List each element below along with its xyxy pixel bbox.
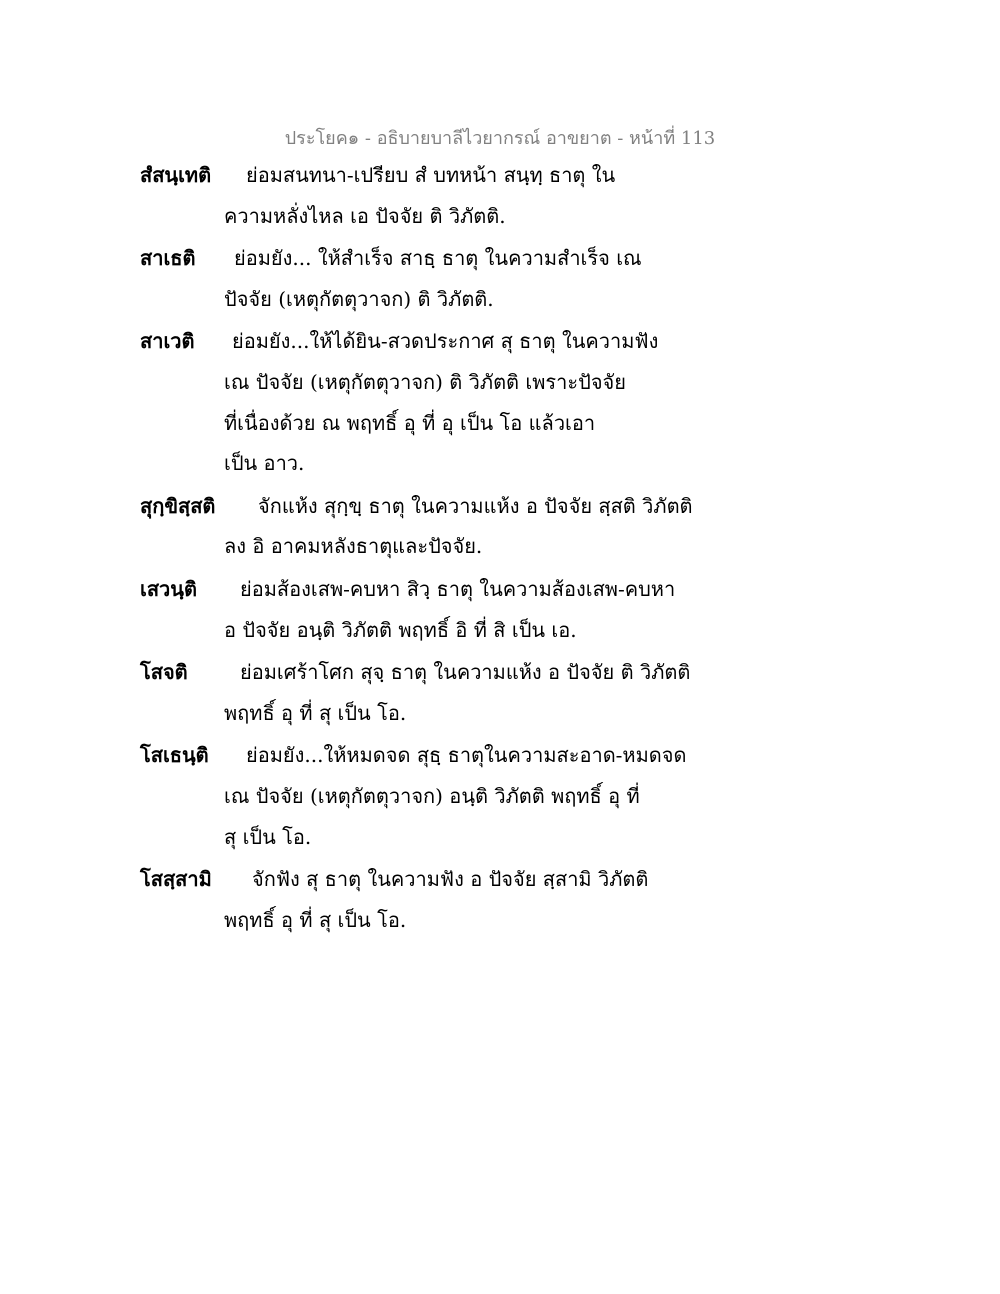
- entry-definition: ย่อมเศร้าโศก สุจฺ ธาตุ ในความแห้ง อ ปัจจัย ติ วิภัตติ: [240, 660, 691, 685]
- entry-continuation-line: อ ปัจจัย อนฺติ วิภัตติ พฤทธิ์ อิ ที่ สิ เป็น เอ.: [224, 617, 577, 642]
- entry: [140, 735, 700, 857]
- entry-headword: สาเธติ: [140, 246, 196, 271]
- entry-first-line: [140, 238, 700, 279]
- page-header: ประโยค๑ - อธิบายบาลีไวยากรณ์ อาขยาต - หน้าที่ 113: [284, 128, 716, 149]
- entry-headword: โสเธนฺติ: [140, 743, 209, 768]
- entry-continuation-line: เณ ปัจจัย (เหตุกัตตุวาจก) อนฺติ วิภัตติ พฤทธิ์ อุ ที่: [224, 783, 640, 808]
- entry-first-line: [140, 569, 700, 610]
- entry-first-line: [140, 321, 700, 362]
- entry-definition: ย่อมยัง... ให้สำเร็จ สาธฺ ธาตุ ในความสำเร็จ เณ: [234, 246, 642, 271]
- entry-continuation-line: ลง อิ อาคมหลังธาตุและปัจจัย.: [224, 534, 483, 559]
- entry-first-line: [140, 735, 700, 776]
- entry: [140, 321, 700, 483]
- entry-headword: สาเวติ: [140, 329, 195, 354]
- entry-continuation-line: พฤทธิ์ อุ ที่ สุ เป็น โอ.: [224, 907, 407, 932]
- entry-headword: สุกฺขิสฺสติ: [140, 493, 216, 518]
- entry-headword: เสวนฺติ: [140, 576, 197, 601]
- entry: [140, 155, 700, 236]
- entry-first-line: [140, 155, 700, 196]
- dictionary-entries: [140, 155, 700, 942]
- entry-definition: ย่อมส้องเสพ-คบหา สิวฺ ธาตุ ในความส้องเสพ-คบหา: [240, 576, 676, 601]
- entry-definition: ย่อมยัง...ให้หมดจด สุธฺ ธาตุในความสะอาด-หมดจด: [246, 743, 687, 768]
- entry-definition: ย่อมยัง...ให้ได้ยิน-สวดประกาศ สุ ธาตุ ในความฟัง: [232, 329, 659, 354]
- entry-continuation-line: ที่เนื่องด้วย ณ พฤทธิ์ อุ ที่ อุ เป็น โอ แล้วเอา: [224, 410, 596, 435]
- entry: [140, 238, 700, 319]
- entry: [140, 652, 700, 733]
- entry-definition: จักฟัง สุ ธาตุ ในความฟัง อ ปัจจัย สฺสามิ วิภัตติ: [252, 867, 649, 892]
- entry-continuation-line: พฤทธิ์ อุ ที่ สุ เป็น โอ.: [224, 700, 407, 725]
- entry-continuation-line: ความหลั่งไหล เอ ปัจจัย ติ วิภัตติ.: [224, 203, 506, 228]
- entry-definition: จักแห้ง สุกฺขฺ ธาตุ ในความแห้ง อ ปัจจัย สฺสติ วิภัตติ: [258, 493, 693, 518]
- entry-definition: ย่อมสนทนา-เปรียบ สํ บทหน้า สนฺทฺ ธาตุ ใน: [246, 163, 616, 187]
- entry-first-line: [140, 859, 700, 900]
- entry-headword: สํสนฺเทติ: [140, 163, 212, 187]
- entry-continuation-line: เณ ปัจจัย (เหตุกัตตุวาจก) ติ วิภัตติ เพราะปัจจัย: [224, 369, 626, 394]
- entry-first-line: [140, 486, 700, 527]
- entry: [140, 486, 700, 567]
- entry-first-line: [140, 652, 700, 693]
- entry: [140, 569, 700, 650]
- entry-continuation-line: สุ เป็น โอ.: [224, 824, 312, 849]
- entry-headword: โสจติ: [140, 660, 188, 685]
- entry-continuation-line: เป็น อาว.: [224, 451, 305, 476]
- entry-headword: โสสฺสามิ: [140, 867, 212, 892]
- entry-continuation-line: ปัจจัย (เหตุกัตตุวาจก) ติ วิภัตติ.: [224, 286, 494, 311]
- entry: [140, 859, 700, 940]
